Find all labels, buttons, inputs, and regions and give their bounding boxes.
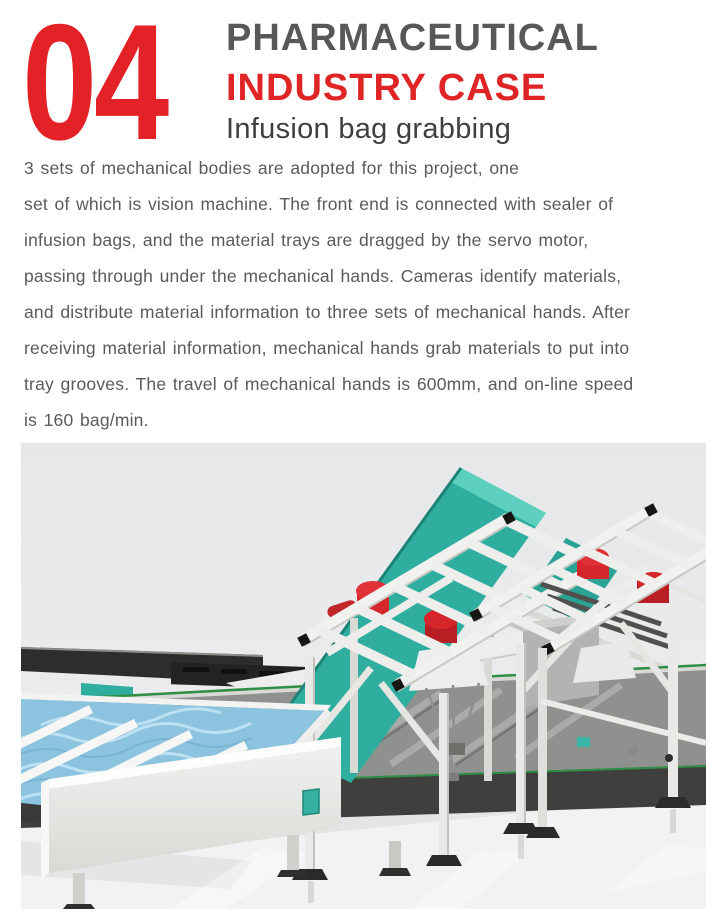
body-text-line: and distribute material information to three sets of mechanical hands. After bbox=[24, 302, 631, 322]
machine-illustration bbox=[21, 443, 706, 909]
page-title-accent: INDUSTRY CASE bbox=[226, 66, 548, 109]
title-block bbox=[226, 16, 599, 147]
case-number: 04 bbox=[22, 0, 166, 174]
body-text-line: is 160 bag/min. bbox=[24, 410, 149, 430]
body-text-line: tray grooves. The travel of mechanical hands is 600mm, and on-line speed bbox=[24, 374, 634, 394]
body-text-line: infusion bags, and the material trays are dragged by the servo motor, bbox=[24, 230, 589, 250]
body-text-line: 3 sets of mechanical bodies are adopted for this project, one bbox=[24, 158, 520, 178]
panel-teal-detail bbox=[303, 789, 319, 815]
body-text-line: set of which is vision machine. The front end is connected with sealer of bbox=[24, 194, 614, 214]
body-text-line: passing through under the mechanical hands. Cameras identify materials, bbox=[24, 266, 622, 286]
machine-render-image bbox=[21, 443, 706, 909]
page-title: PHARMACEUTICAL bbox=[226, 17, 599, 59]
page-subtitle: Infusion bag grabbing bbox=[226, 113, 512, 146]
description-paragraph bbox=[24, 150, 692, 438]
teal-tag bbox=[577, 737, 590, 747]
body-text-line: receiving material information, mechanical hands grab materials to put into bbox=[24, 338, 630, 358]
